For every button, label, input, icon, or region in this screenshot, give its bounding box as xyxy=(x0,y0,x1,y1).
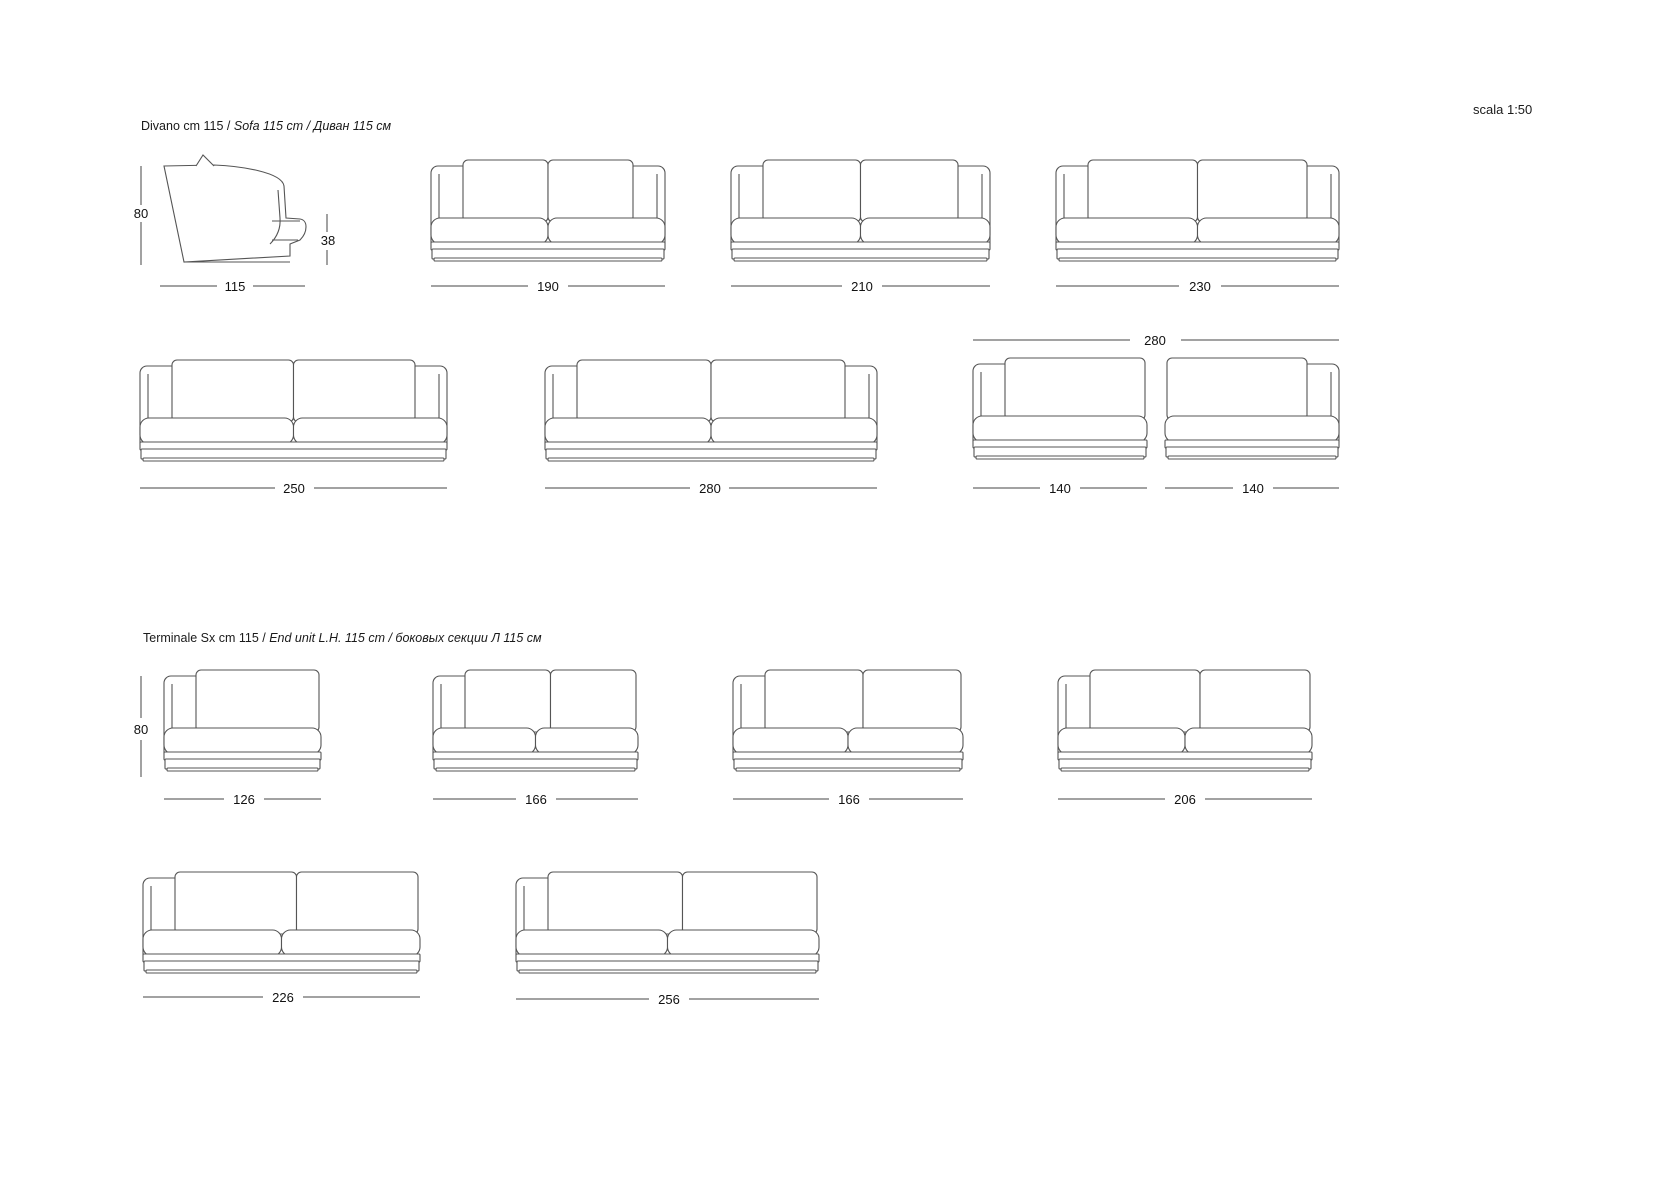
dim-end-width-166b: 166 xyxy=(838,792,860,807)
sofa-230 xyxy=(1056,160,1339,261)
dim-end-width-206: 206 xyxy=(1174,792,1196,807)
dim-width-190: 190 xyxy=(537,279,559,294)
sofa-280 xyxy=(545,360,877,461)
end-unit-256 xyxy=(516,872,819,973)
dim-width-250: 250 xyxy=(283,481,305,496)
end-unit-226 xyxy=(143,872,420,973)
section-title-end-unit-italic: End unit L.H. 115 cm / боковых секции Л 115 см xyxy=(269,631,542,645)
dim-end-width-126: 126 xyxy=(233,792,255,807)
sofa-140-left xyxy=(973,358,1147,459)
sofa-190 xyxy=(431,160,665,261)
sofa-250 xyxy=(140,360,447,461)
dim-combo-part-right: 140 xyxy=(1242,481,1264,496)
sofa-210 xyxy=(731,160,990,261)
sofa-side-view xyxy=(164,155,306,262)
dim-end-unit-height: 80 xyxy=(133,722,149,737)
sofa-140-right xyxy=(1165,358,1339,459)
section-title-sofa-plain: Divano cm 115 / xyxy=(141,119,234,133)
dim-width-230: 230 xyxy=(1189,279,1211,294)
dim-width-280: 280 xyxy=(699,481,721,496)
dim-side-height: 80 xyxy=(133,206,149,221)
end-unit-126 xyxy=(164,670,321,771)
section-title-end-unit-plain: Terminale Sx cm 115 / xyxy=(143,631,270,645)
dim-width-210: 210 xyxy=(851,279,873,294)
scale-label: scala 1:50 xyxy=(1473,102,1533,117)
end-unit-166b xyxy=(733,670,963,771)
dim-end-width-256: 256 xyxy=(658,992,680,1007)
section-title-sofa-italic: Sofa 115 cm / Диван 115 см xyxy=(233,119,392,133)
dim-end-width-166a: 166 xyxy=(525,792,547,807)
sofa-front-views xyxy=(140,160,1339,973)
dim-end-width-226: 226 xyxy=(272,990,294,1005)
dim-seat-height: 38 xyxy=(320,233,336,248)
end-unit-206 xyxy=(1058,670,1312,771)
dim-side-depth: 115 xyxy=(224,279,246,294)
end-unit-166a xyxy=(433,670,638,771)
dim-combo-total: 280 xyxy=(1144,333,1166,348)
dim-combo-part-left: 140 xyxy=(1049,481,1071,496)
